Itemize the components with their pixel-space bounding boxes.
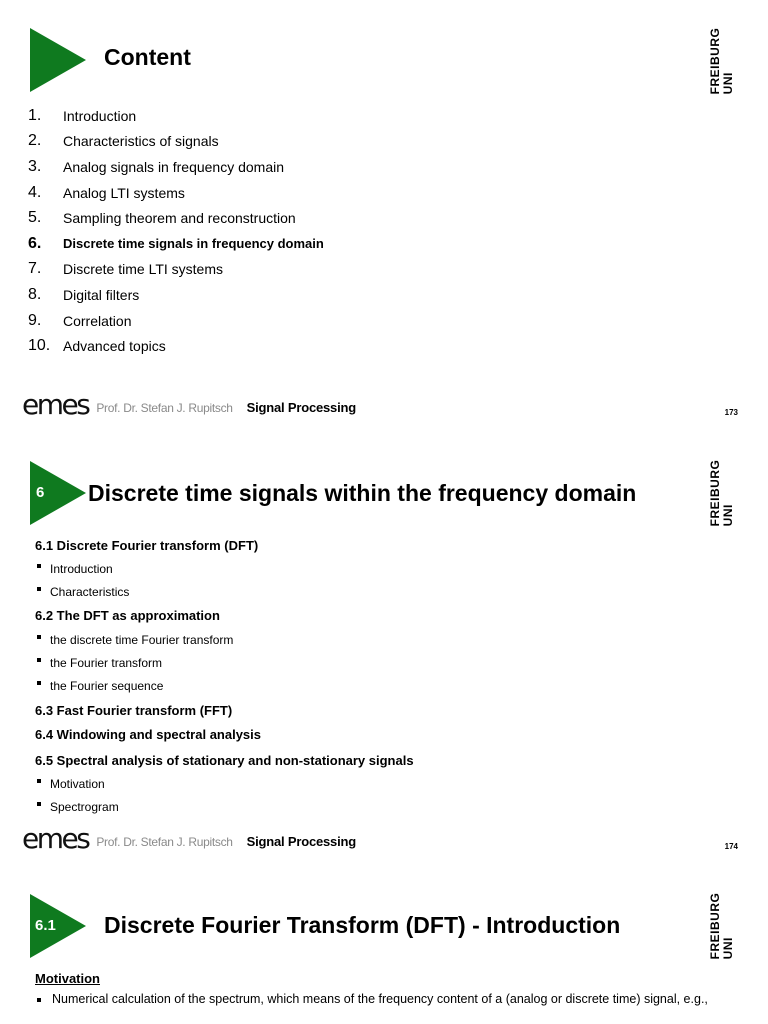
toc-item: 4. Analog LTI systems <box>28 183 185 201</box>
toc-item: 1. Introduction <box>28 106 137 124</box>
section-heading: 6.3 Fast Fourier transform (FFT) <box>35 703 233 718</box>
section-heading: 6.1 Discrete Fourier transform (DFT) <box>35 538 259 553</box>
subsection-item: Motivation <box>35 772 414 795</box>
motivation-heading: Motivation <box>35 971 100 986</box>
toc-item: 7. Discrete time LTI systems <box>28 260 223 278</box>
slide-174 <box>0 434 768 867</box>
toc-item: 2. Characteristics of signals <box>28 132 219 150</box>
slide-title: Discrete time signals within the frequency domain <box>88 480 637 506</box>
section-heading: 6.4 Windowing and spectral analysis <box>35 727 262 742</box>
toc-item: 10. Advanced topics <box>28 337 166 355</box>
slide-footer <box>22 822 356 855</box>
subsection-item: Spectrogram <box>35 795 414 818</box>
slide-title: Content <box>104 44 191 70</box>
section-heading: 6.2 The DFT as approximation <box>35 608 220 623</box>
section-triangle-icon <box>30 28 86 92</box>
toc-item: 5. Sampling theorem and reconstruction <box>28 209 296 227</box>
subsection-item: the Fourier transform <box>35 651 414 674</box>
course-name: Signal Processing <box>246 400 356 415</box>
emes-logo: emes <box>22 388 89 421</box>
slide-173 <box>0 0 768 434</box>
slide-footer <box>22 388 356 421</box>
course-name: Signal Processing <box>246 834 356 849</box>
table-of-contents <box>28 103 324 359</box>
professor-name: Prof. Dr. Stefan J. Rupitsch <box>96 401 233 415</box>
page-number: 173 <box>724 408 738 417</box>
slide-dft-introduction <box>0 867 768 1024</box>
uni-freiburg-logo: FREIBURG UNI <box>708 459 735 527</box>
section-heading: 6.5 Spectral analysis of stationary and non-stationary signals <box>35 753 414 768</box>
chapter-outline <box>35 532 414 818</box>
uni-freiburg-logo: FREIBURG UNI <box>708 27 735 95</box>
slide-title: Discrete Fourier Transform (DFT) - Introduction <box>104 912 621 938</box>
professor-name: Prof. Dr. Stefan J. Rupitsch <box>96 835 233 849</box>
uni-freiburg-logo: FREIBURG UNI <box>708 892 735 960</box>
toc-item: 3. Analog signals in frequency domain <box>28 157 285 175</box>
chapter-number: 6 <box>36 484 45 501</box>
subsection-item: Introduction <box>35 557 414 580</box>
subsection-item: the Fourier sequence <box>35 674 414 697</box>
toc-item: 9. Correlation <box>28 311 132 329</box>
toc-item-active: 6. Discrete time signals in frequency domain <box>28 234 324 252</box>
subsection-item: the discrete time Fourier transform <box>35 628 414 651</box>
subsection-item: Characteristics <box>35 580 414 603</box>
emes-logo: emes <box>22 822 89 855</box>
page-number: 174 <box>724 842 738 851</box>
bullet-item: Numerical calculation of the spectrum, which means of the frequency content of a (analog or discrete time) signal, e.g., <box>35 992 752 1007</box>
toc-item: 8. Digital filters <box>28 285 140 303</box>
chapter-number: 6.1 <box>35 917 56 934</box>
